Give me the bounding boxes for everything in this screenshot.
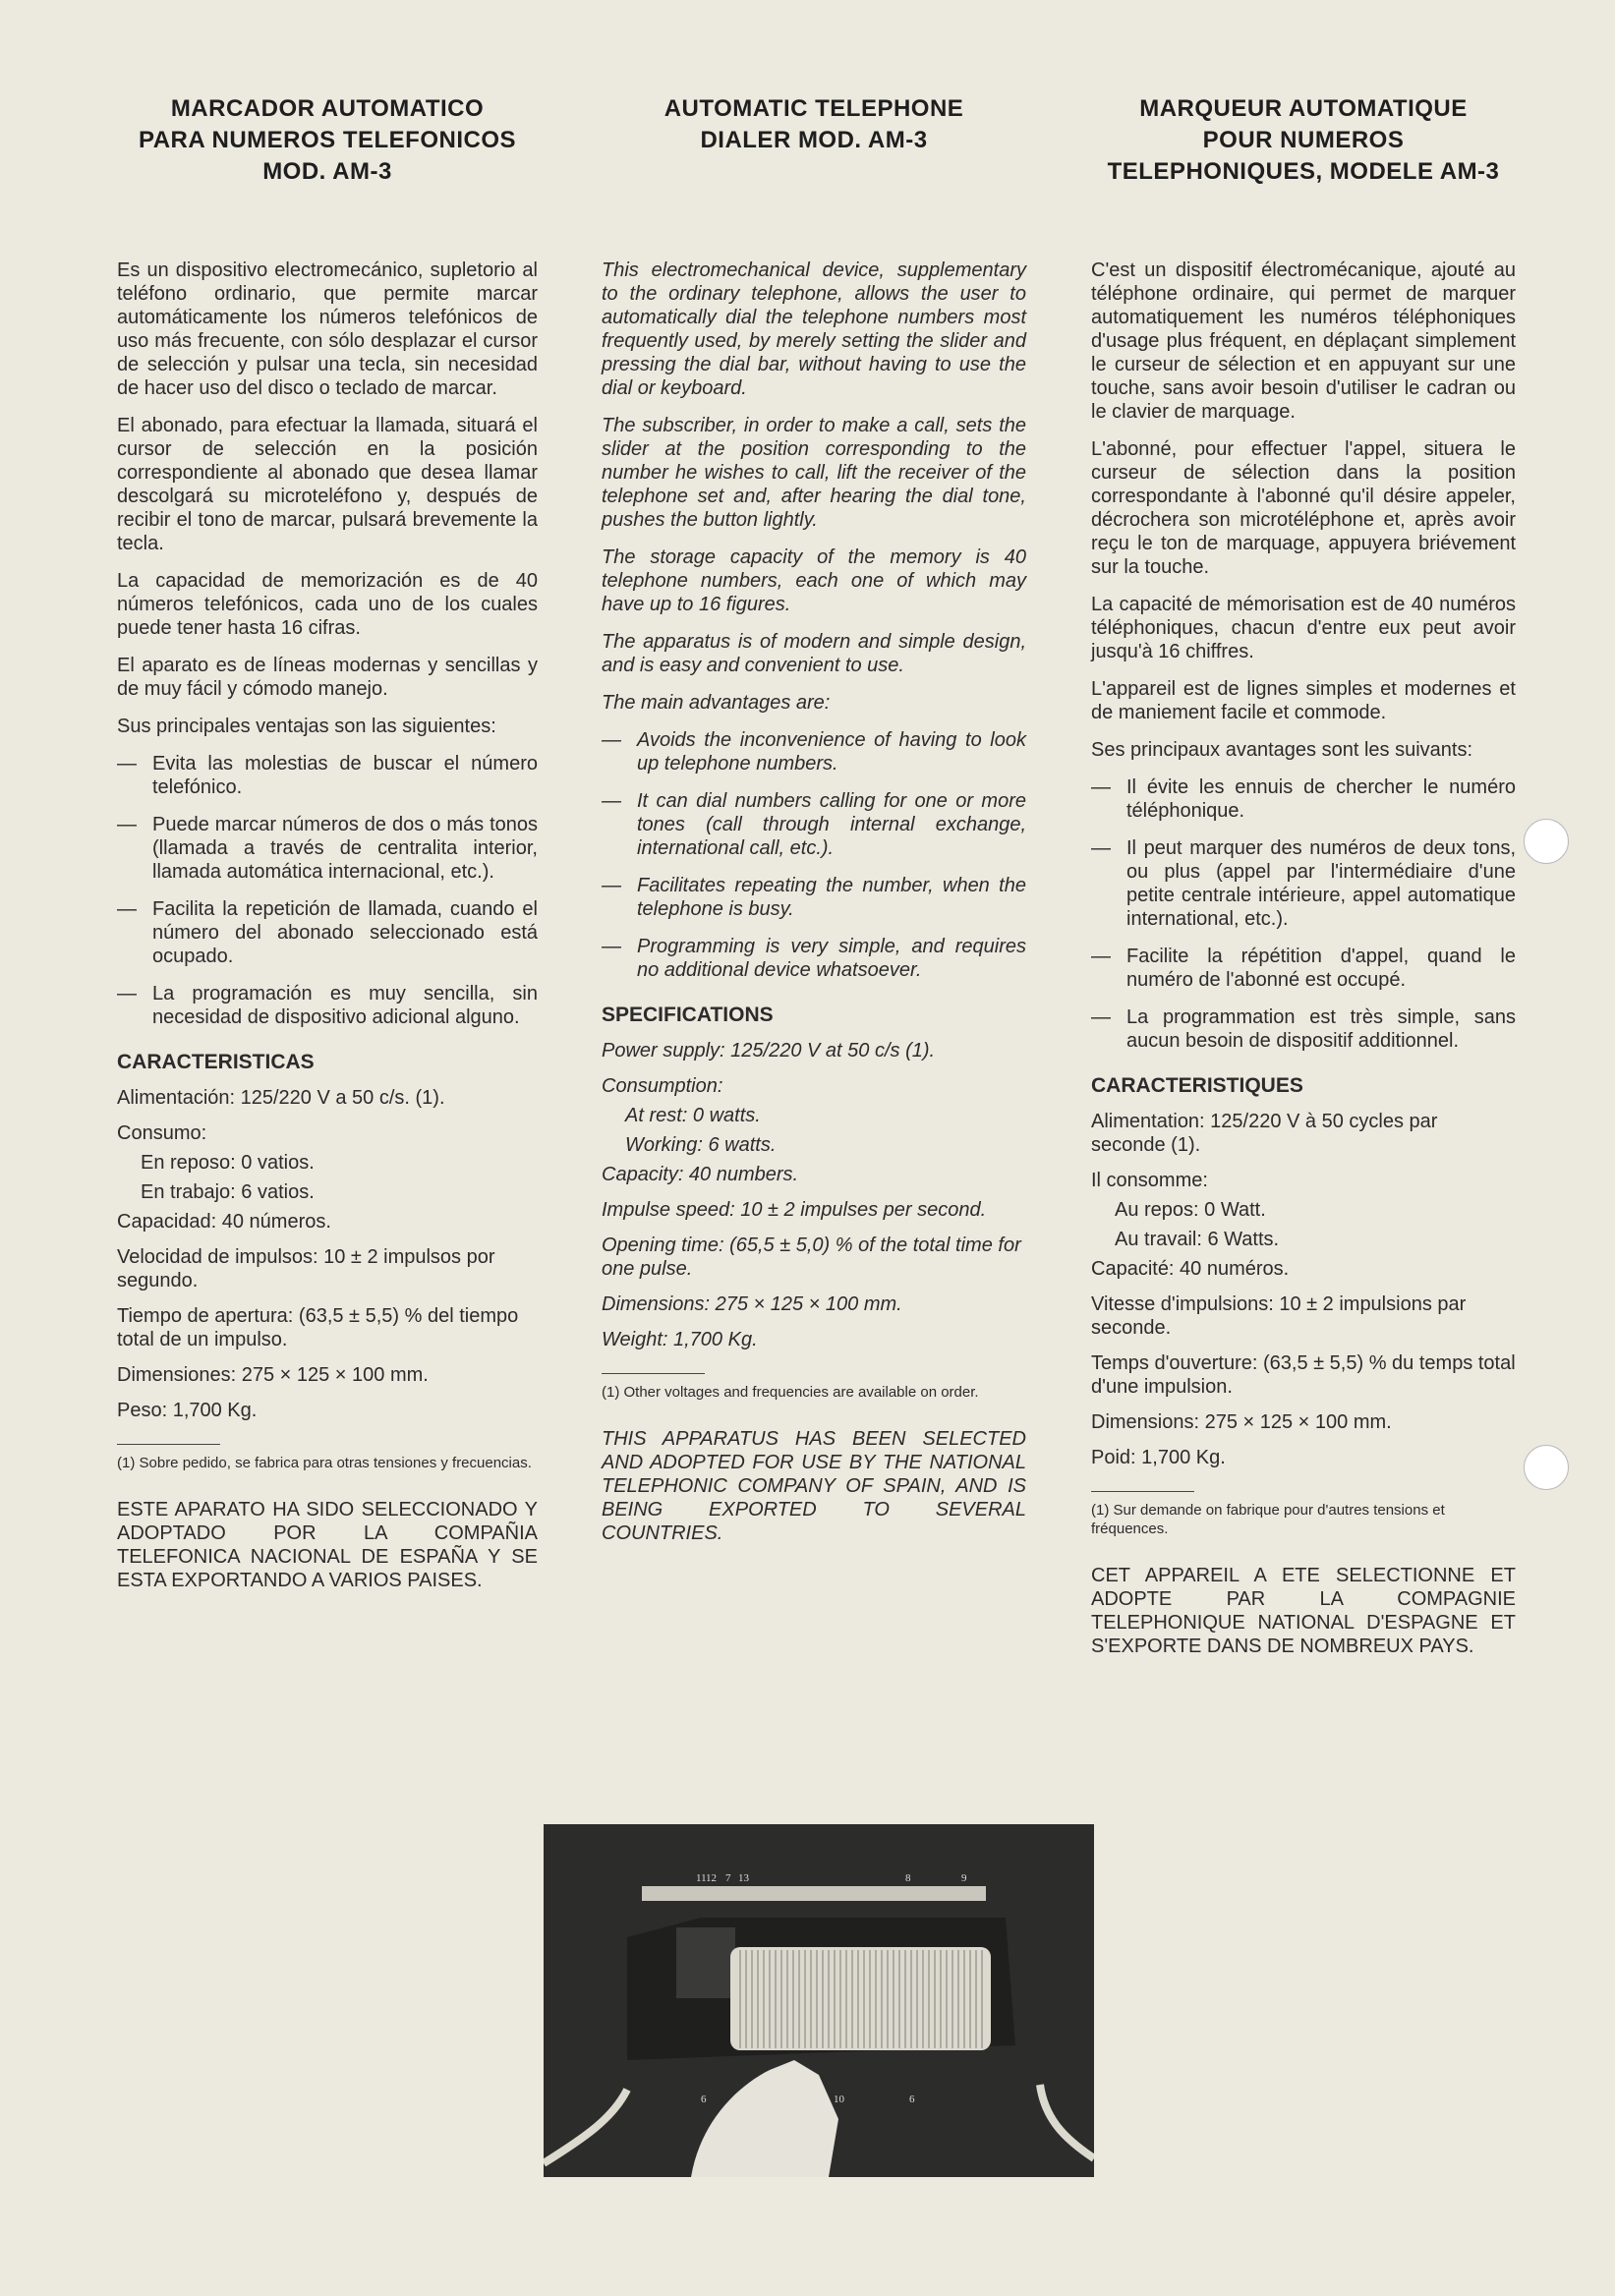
dialer-photo-illustration bbox=[544, 1824, 1094, 2177]
spec-line: Consumption: bbox=[602, 1075, 723, 1097]
spec-line: Velocidad de impulsos: 10 ± 2 impulsos por segundo. bbox=[117, 1246, 495, 1292]
paragraph: El aparato es de líneas modernas y sencillas y de muy fácil y cómodo manejo. bbox=[117, 655, 538, 700]
dash-bullet: — bbox=[117, 983, 137, 1004]
section-heading: SPECIFICATIONS bbox=[602, 1004, 774, 1026]
dash-bullet: — bbox=[602, 936, 621, 957]
spec-line: Dimensiones: 275 × 125 × 100 mm. bbox=[117, 1364, 429, 1386]
photo-label: 7 bbox=[725, 1872, 731, 1884]
english-column bbox=[602, 93, 1026, 1545]
advantage-text: Facilita la repetición de llamada, cuando el número del abonado seleccionado está ocupado. bbox=[152, 898, 538, 967]
dash-bullet: — bbox=[1091, 837, 1111, 859]
dash-bullet: — bbox=[117, 814, 137, 835]
photo-label: 11 bbox=[696, 1872, 707, 1884]
spec-line: Consumo: bbox=[117, 1122, 207, 1144]
advantage-item bbox=[117, 982, 538, 1029]
column-title bbox=[117, 93, 538, 219]
spec-line: Tiempo de apertura: (63,5 ± 5,5) % del tiempo total de un impulso. bbox=[117, 1305, 519, 1350]
spec-line: Temps d'ouverture: (63,5 ± 5,5) % du temps total d'une impulsion. bbox=[1091, 1352, 1516, 1398]
spec-line: Dimensions: 275 × 125 × 100 mm. bbox=[1091, 1411, 1392, 1433]
dash-bullet: — bbox=[1091, 776, 1111, 798]
advantage-item bbox=[602, 728, 1026, 775]
advantage-item bbox=[1091, 775, 1516, 823]
advantage-item bbox=[1091, 836, 1516, 931]
punch-hole bbox=[1524, 1445, 1569, 1490]
column-title bbox=[1091, 93, 1516, 219]
dash-bullet: — bbox=[1091, 1006, 1111, 1028]
advantage-item bbox=[602, 935, 1026, 982]
advantage-item bbox=[602, 789, 1026, 860]
paragraph: The storage capacity of the memory is 40 telephone numbers, each one of which may have up to 16 figures. bbox=[602, 546, 1026, 615]
spanish-column bbox=[117, 93, 538, 1592]
spec-line: Alimentación: 125/220 V a 50 c/s. (1). bbox=[117, 1087, 445, 1109]
paragraph: La capacidad de memorización es de 40 números telefónicos, cada uno de los cuales puede tener hasta 16 cifras. bbox=[117, 570, 538, 639]
paragraph: L'abonné, pour effectuer l'appel, situera le curseur de sélection dans la position correspondante à l'abonné qu'il désire appeler, décrochera son microtéléphone et, après avoir reçu le ton de marquage, appuyera briévement sur la touche. bbox=[1091, 438, 1516, 578]
spec-line: Impulse speed: 10 ± 2 impulses per second. bbox=[602, 1199, 987, 1221]
product-photo bbox=[544, 1824, 1094, 2177]
advantage-text: Puede marcar números de dos o más tonos (llamada a través de centralita interior, llamada automática internacional, etc.). bbox=[152, 814, 538, 883]
spec-subline: Au repos: 0 Watt. bbox=[1115, 1199, 1266, 1221]
title-line: AUTOMATIC TELEPHONE bbox=[663, 95, 964, 122]
spec-line: Weight: 1,700 Kg. bbox=[602, 1329, 758, 1350]
punch-hole bbox=[1524, 819, 1569, 864]
advantage-text: Avoids the inconvenience of having to look up telephone numbers. bbox=[637, 729, 1026, 775]
dash-bullet: — bbox=[117, 753, 137, 775]
title-line: MOD. AM-3 bbox=[262, 158, 392, 185]
advantage-text: Programming is very simple, and requires no additional device whatsoever. bbox=[637, 936, 1026, 981]
advantage-item bbox=[117, 813, 538, 884]
dash-bullet: — bbox=[602, 875, 621, 896]
photo-label: 10 bbox=[834, 2094, 844, 2105]
title-line: MARCADOR AUTOMATICO bbox=[170, 95, 485, 122]
spec-line: Dimensions: 275 × 125 × 100 mm. bbox=[602, 1293, 902, 1315]
spec-subline: En trabajo: 6 vatios. bbox=[141, 1181, 315, 1203]
spec-line: Capacité: 40 numéros. bbox=[1091, 1258, 1290, 1280]
section-heading: CARACTERISTICAS bbox=[117, 1051, 315, 1073]
advantage-item bbox=[117, 752, 538, 799]
paragraph: The apparatus is of modern and simple design, and is easy and convenient to use. bbox=[602, 631, 1026, 676]
title-line: DIALER MOD. AM-3 bbox=[700, 127, 928, 153]
paragraph: This electromechanical device, supplementary to the ordinary telephone, allows the user to automatically dial the telephone numbers most frequently used, by merely setting the slider and pressing the dial bar, without having to use the dial or keyboard. bbox=[602, 259, 1026, 399]
footnote: (1) Other voltages and frequencies are available on order. bbox=[602, 1373, 1026, 1402]
spec-subline: Working: 6 watts. bbox=[625, 1134, 777, 1156]
title-line: POUR NUMEROS bbox=[1202, 127, 1405, 153]
advantage-text: La programación es muy sencilla, sin necesidad de dispositivo adicional alguno. bbox=[152, 983, 538, 1028]
footnote: (1) Sobre pedido, se fabrica para otras tensiones y frecuencias. bbox=[117, 1444, 538, 1472]
spec-subline: En reposo: 0 vatios. bbox=[141, 1152, 315, 1174]
spec-line: Il consomme: bbox=[1091, 1170, 1208, 1191]
spec-line: Opening time: (65,5 ± 5,0) % of the total time for one pulse. bbox=[602, 1234, 1021, 1280]
spec-line: Alimentation: 125/220 V à 50 cycles par seconde (1). bbox=[1091, 1111, 1438, 1156]
french-column bbox=[1091, 93, 1516, 1658]
paragraph: El abonado, para efectuar la llamada, situará el cursor de selección en la posición correspondiente al abonado que desea llamar descolgará su microteléfono y, después de recibir el tono de marcar, pulsará brevemente la tecla. bbox=[117, 415, 538, 554]
spec-line: Capacidad: 40 números. bbox=[117, 1211, 331, 1233]
advantage-item bbox=[1091, 1005, 1516, 1053]
advantage-text: It can dial numbers calling for one or more tones (call through internal exchange, international call, etc.). bbox=[637, 790, 1026, 859]
paragraph: Ses principaux avantages sont les suivants: bbox=[1091, 739, 1472, 761]
closing-statement: CET APPAREIL A ETE SELECTIONNE ET ADOPTE PAR LA COMPAGNIE TELEPHONIQUE NATIONAL D'ESPAGNE ET S'EXPORTE DANS DE NOMBREUX PAYS. bbox=[1091, 1565, 1516, 1657]
advantage-item bbox=[602, 874, 1026, 921]
dash-bullet: — bbox=[117, 898, 137, 920]
spec-subline: Au travail: 6 Watts. bbox=[1115, 1229, 1280, 1250]
advantage-item bbox=[117, 897, 538, 968]
paragraph: The subscriber, in order to make a call, sets the slider at the position corresponding to the number he wishes to call, lift the receiver of the telephone set and, after hearing the dial tone, pushes the button lightly. bbox=[602, 415, 1026, 531]
paragraph: L'appareil est de lignes simples et modernes et de maniement facile et commode. bbox=[1091, 678, 1516, 723]
spec-line: Poid: 1,700 Kg. bbox=[1091, 1447, 1226, 1468]
title-line: PARA NUMEROS TELEFONICOS bbox=[138, 127, 516, 153]
spec-line: Capacity: 40 numbers. bbox=[602, 1164, 799, 1185]
footnote: (1) Sur demande on fabrique pour d'autres tensions et fréquences. bbox=[1091, 1491, 1516, 1538]
spec-line: Vitesse d'impulsions: 10 ± 2 impulsions par seconde. bbox=[1091, 1293, 1467, 1339]
paragraph: Es un dispositivo electromecánico, supletorio al teléfono ordinario, que permite marcar automáticamente los números telefónicos de uso más frecuente, con sólo desplazar el cursor de selección y pulsar una tecla, sin necesidad de hacer uso del disco o teclado de marcar. bbox=[117, 259, 538, 399]
advantage-text: Evita las molestias de buscar el número telefónico. bbox=[152, 753, 538, 798]
advantage-text: La programmation est très simple, sans aucun besoin de dispositif additionnel. bbox=[1126, 1006, 1516, 1052]
advantage-text: Facilitates repeating the number, when the telephone is busy. bbox=[637, 875, 1026, 920]
advantage-text: Il peut marquer des numéros de deux tons, ou plus (appel par l'intermédiaire d'une petite centrale intérieure, appel automatique international, etc.). bbox=[1126, 837, 1516, 930]
paragraph: C'est un dispositif électromécanique, ajouté au téléphone ordinaire, qui permet de marquer automatiquement les numéros téléphoniques d'usage plus fréquent, en déplaçant simplement le curseur de sélection et en appuyant sur une touche, sans avoir besoin d'utiliser le cadran ou le clavier de marquage. bbox=[1091, 259, 1516, 423]
spec-line: Peso: 1,700 Kg. bbox=[117, 1400, 258, 1421]
advantage-text: Il évite les ennuis de chercher le numéro téléphonique. bbox=[1126, 776, 1516, 822]
photo-label: 6 bbox=[701, 2094, 707, 2105]
closing-statement: THIS APPARATUS HAS BEEN SELECTED AND ADOPTED FOR USE BY THE NATIONAL TELEPHONIC COMPANY OF SPAIN, AND IS BEING EXPORTED TO SEVERAL COUNTRIES. bbox=[602, 1428, 1026, 1544]
advantage-text: Facilite la répétition d'appel, quand le numéro de l'abonné est occupé. bbox=[1126, 946, 1516, 991]
paragraph: The main advantages are: bbox=[602, 692, 831, 714]
paragraph: La capacité de mémorisation est de 40 numéros téléphoniques, chacun d'entre eux peut avoir jusqu'à 16 chiffres. bbox=[1091, 594, 1516, 662]
spec-subline: At rest: 0 watts. bbox=[625, 1105, 761, 1126]
dash-bullet: — bbox=[602, 790, 621, 812]
photo-label: 13 bbox=[738, 1872, 749, 1884]
photo-label: 6 bbox=[909, 2094, 915, 2105]
dash-bullet: — bbox=[602, 729, 621, 751]
dash-bullet: — bbox=[1091, 946, 1111, 967]
spec-line: Power supply: 125/220 V at 50 c/s (1). bbox=[602, 1040, 936, 1062]
photo-label: 12 bbox=[706, 1872, 717, 1884]
title-line: MARQUEUR AUTOMATIQUE bbox=[1139, 95, 1468, 122]
column-title bbox=[602, 93, 1026, 219]
title-line: TELEPHONIQUES, MODELE AM-3 bbox=[1107, 158, 1500, 185]
photo-label: 8 bbox=[905, 1872, 911, 1884]
photo-label: 9 bbox=[961, 1872, 967, 1884]
closing-statement: ESTE APARATO HA SIDO SELECCIONADO Y ADOPTADO POR LA COMPAÑIA TELEFONICA NACIONAL DE ESPAÑA Y SE ESTA EXPORTANDO A VARIOS PAISES. bbox=[117, 1499, 538, 1591]
dial-bar bbox=[642, 1886, 986, 1901]
advantage-item bbox=[1091, 945, 1516, 992]
section-heading: CARACTERISTIQUES bbox=[1091, 1074, 1303, 1097]
paragraph: Sus principales ventajas son las siguientes: bbox=[117, 716, 496, 737]
